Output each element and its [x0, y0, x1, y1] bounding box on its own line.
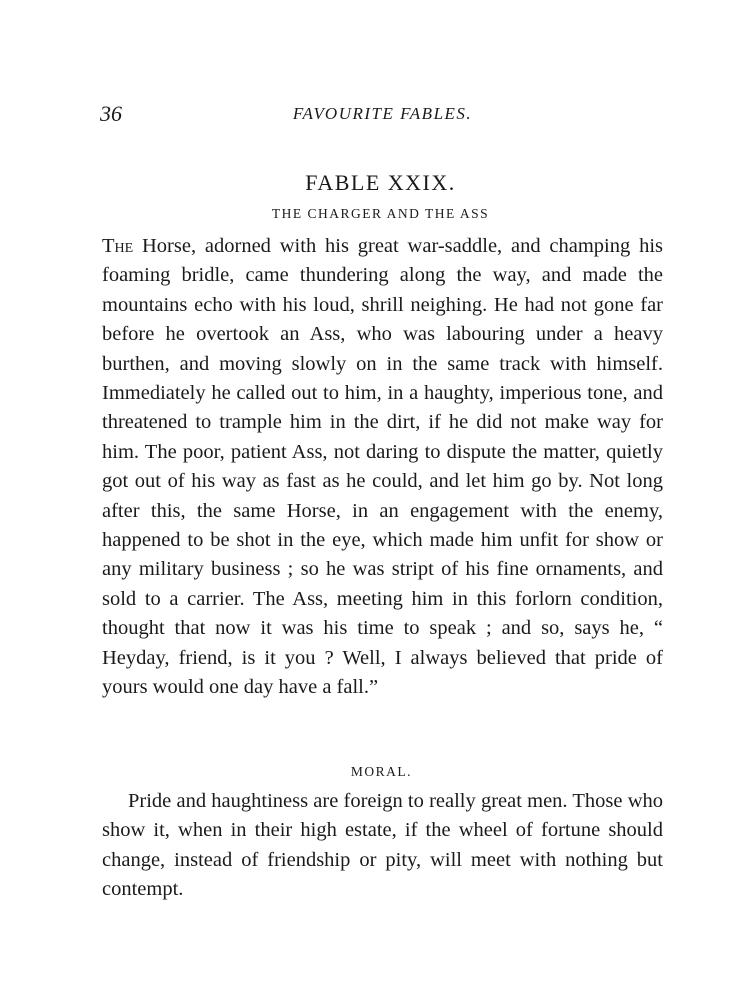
fable-title	[0, 170, 737, 196]
fable-lead-word: The	[102, 235, 134, 257]
moral-text-content: Pride and haughtiness are foreign to really great men. Those who show it, when in their high estate, if the wheel of fortune should change, instead of friendship or pity, will meet with nothing but contempt.	[102, 790, 663, 901]
running-head-text: FAVOURITE FABLES.	[292, 104, 473, 123]
fable-subtitle-text: THE CHARGER AND THE ASS	[271, 206, 490, 221]
fable-subtitle	[0, 206, 737, 222]
fable-body-text: Horse, adorned with his great war-saddle, and champing his foaming bridle, came thundering along the way, and made the mountains echo with his loud, shrill neighing. He had not gone far before he overtook an Ass, who was labouring under a heavy burthen, and moving slowly on in the same track with himself. Immediately he called out to him, in a haughty, imperious tone, and threatened to trample him in the dirt, if he did not make way for him. The poor, patient Ass, not daring to dispute the matter, quietly got out of his way as fast as he could, and let him go by. Not long after this, the same Horse, in an engagement with the enemy, happened to be shot in the eye, which made him unfit for show or any military business ; so he was stript of his fine ornaments, and sold to a carrier. The Ass, meeting him in this forlorn condition, thought that now it was his time to speak ; and so, says he, “ Heyday, friend, is it you ? Well, I always believed that pride of yours would one day have a fall.”	[102, 235, 663, 699]
fable-body	[102, 232, 663, 703]
fable-title-text: FABLE XXIX.	[305, 170, 456, 195]
running-head	[0, 104, 737, 124]
moral-heading-text: MORAL.	[350, 764, 413, 779]
page-number: 36	[100, 101, 122, 126]
moral-text	[102, 787, 663, 905]
moral-heading	[0, 764, 737, 780]
